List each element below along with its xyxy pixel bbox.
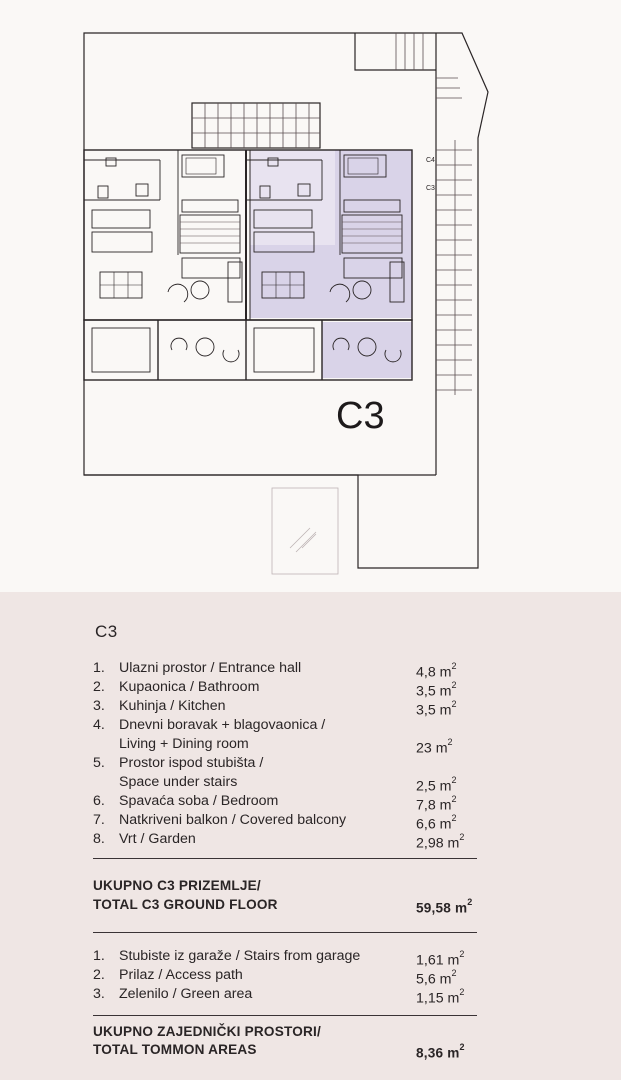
unit-label: C3	[336, 395, 385, 437]
divider	[93, 932, 477, 933]
divider	[93, 858, 477, 859]
mark-c4: C4	[426, 157, 435, 164]
section-title: C3	[95, 622, 118, 641]
area-table: C3 1. Ulazni prostor / Entrance hall 4,8 $m^2$ 2. Kupaonica / Bathroom 3,5 $m^2$ 3. Kuhinja / Kitchen 3,5 $m^2$ 4. Dnevni boravak + blagovaonica / Living + Dining room 23 $m^2$ 5. Prostor ispod stubišta / Space under stairs 2,5 $m^2$ 6. Spavaća soba / Bedroom 7,8 $m^2$ 7. Natkriveni balkon / Covered balcony 6,6 $m^2$ 8. Vrt / Garden 2,98 $m^2$ UKUPNO C3 PRIZEMLJE/ TOTAL C3 GROUND FLOOR 59,58 $m^2$ 1. Stubiste iz garaže / Stairs from garage 1,61 $m^2$ 2. Prilaz / Access path 5,6 $m^2$ 3. Zelenilo / Green area 1,15 $m^2$ UKUPNO ZAJEDNIČKI PROSTORI/ TOTAL TOMMON AREAS 8,36 $m^2$	[0, 592, 621, 1080]
divider	[93, 1015, 477, 1016]
mark-c3: C3	[426, 185, 435, 192]
